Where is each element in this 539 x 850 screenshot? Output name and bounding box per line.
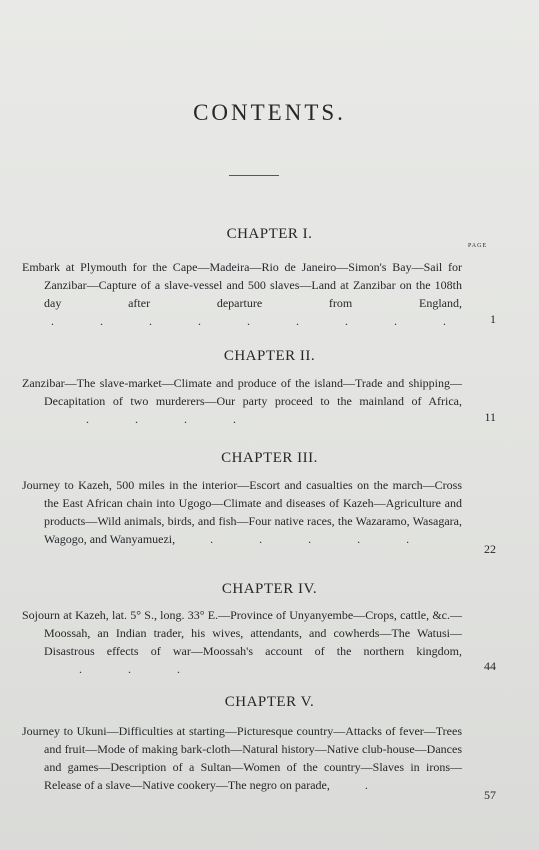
chapter-summary — [22, 722, 462, 794]
chapter-page-number: 22 — [484, 542, 496, 556]
title-divider — [229, 175, 279, 176]
chapter-summary — [22, 374, 462, 428]
chapter-summary-text: Journey to Kazeh, 500 miles in the interior—Escort and casualties on the march—Cross the East African chain into Ugogo—Climate and diseases of Kazeh—Agriculture and products—Wild animals, birds, and fish—Four native races, the Wazaramo, Wasagara, Wagogo, and Wanyamuezi, — [22, 478, 462, 546]
chapter-summary-text: Zanzibar—The slave-market—Climate and produce of the island—Trade and shipping—Decapitation of two murderers—Our party proceed to the mainland of Africa, — [22, 376, 462, 408]
dot-leader: . . . . . — [175, 532, 414, 546]
chapter-heading: CHAPTER I. — [226, 226, 313, 242]
chapter-heading: CHAPTER III. — [221, 450, 318, 466]
dot-leader: . . . — [44, 662, 184, 676]
chapter-summary — [22, 476, 462, 548]
chapter-heading: CHAPTER IV. — [221, 581, 318, 597]
chapter-summary-text: Journey to Ukuni—Difficulties at starting—Picturesque country—Attacks of fever—Trees and fruit—Mode of making bark-cloth—Natural history—Native club-house—Dances and games—Description of a Sultan—Women of the country—Slaves in irons—Release of a slave—Native cookery—The negro on parade, — [22, 724, 462, 792]
chapter-summary — [22, 258, 462, 330]
chapter-page-number: 57 — [484, 788, 496, 802]
chapter-heading: CHAPTER II. — [223, 348, 316, 364]
page-column-header: PAGE — [468, 243, 488, 249]
page-title: CONTENTS. — [193, 100, 346, 125]
chapter-summary — [22, 606, 462, 678]
chapter-page-number: 11 — [484, 410, 496, 424]
dot-leader: . . . . — [44, 412, 240, 426]
dot-leader: . . . . . . . . . — [44, 314, 450, 328]
chapter-heading: CHAPTER V. — [224, 694, 315, 710]
chapter-summary-text: Embark at Plymouth for the Cape—Madeira—Rio de Janeiro—Simon's Bay—Sail for Zanzibar—Capture of a slave-vessel and 500 slaves—Land at Zanzibar on the 108th day after departure from England, — [22, 260, 462, 310]
chapter-page-number: 44 — [484, 659, 496, 673]
chapter-summary-text: Sojourn at Kazeh, lat. 5° S., long. 33° E.—Province of Unyanyembe—Crops, cattle, &c.—Moossah, an Indian trader, his wives, attendants, and cowherds—The Watusi—Disastrous effects of war—Moossah's account of the northern kingdom, — [22, 608, 462, 658]
chapter-page-number: 1 — [490, 312, 496, 326]
dot-leader: . — [329, 778, 372, 792]
